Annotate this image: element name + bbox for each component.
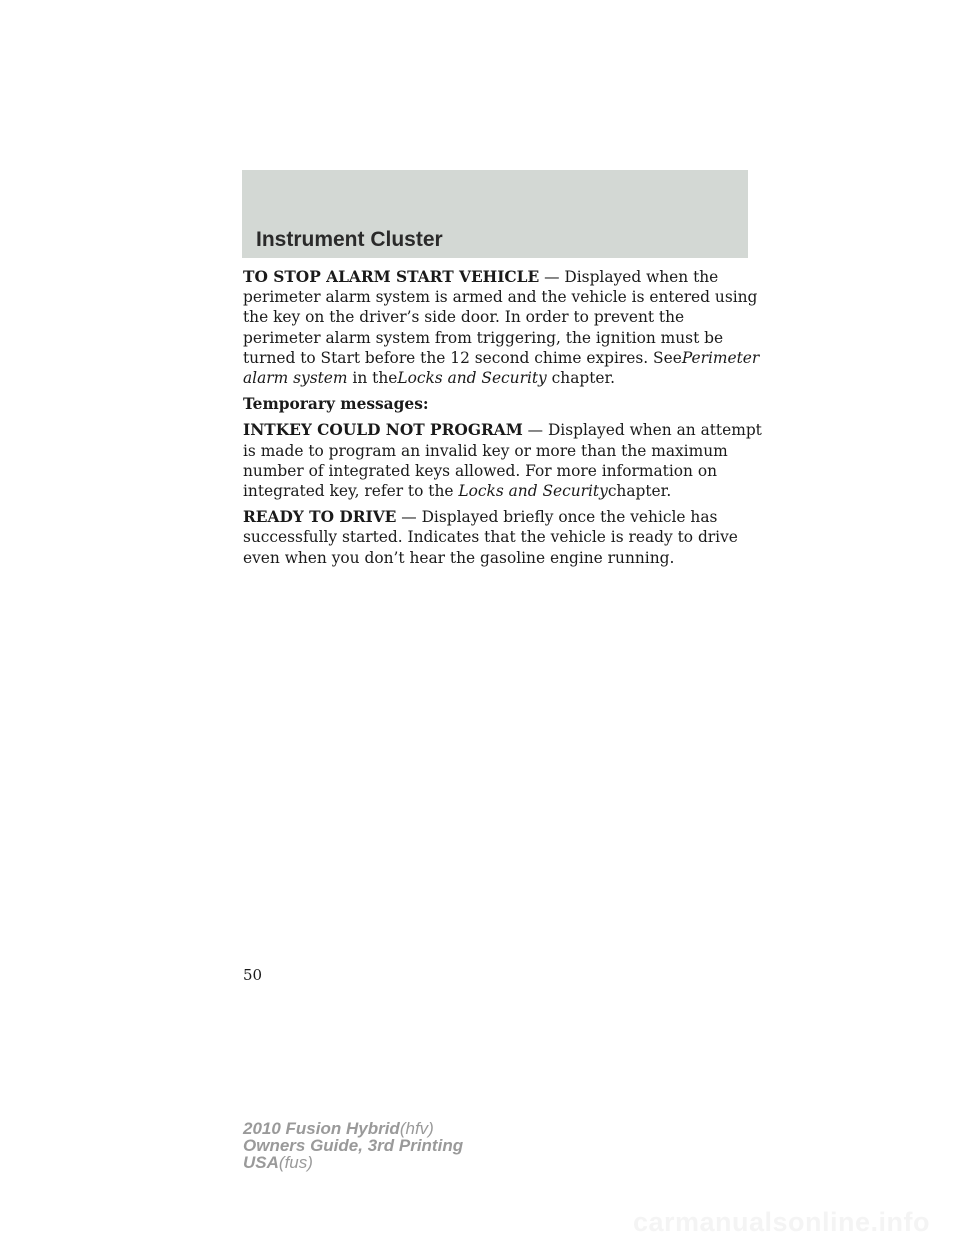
stop-alarm-term: TO STOP ALARM START VEHICLE xyxy=(243,268,540,286)
intkey-text-2: chapter. xyxy=(607,482,672,501)
footer-model-code: (hfv) xyxy=(399,1119,434,1138)
ready-to-drive-paragraph xyxy=(243,507,763,568)
intkey-term: INTKEY COULD NOT PROGRAM xyxy=(243,421,523,440)
stop-alarm-text-1: — Displayed when the perimeter alarm system is armed and the vehicle is entered using the key on the driver’s side door. In order to prevent the perimeter alarm system from triggering, the ignition must be turned to Start before the 12 second chime expires. See xyxy=(243,268,758,367)
ready-to-drive-text: — Displayed briefly once the vehicle has successfully started. Indicates that the vehicle is ready to drive even when you don’t hear the gasoline engine running. xyxy=(243,508,738,567)
section-header-band xyxy=(242,170,748,258)
temporary-messages-heading xyxy=(243,394,763,414)
section-title: Instrument Cluster xyxy=(256,228,443,251)
page-number: 50 xyxy=(243,966,263,984)
footer-model: 2010 Fusion Hybrid xyxy=(243,1119,400,1138)
stop-alarm-text-3: chapter. xyxy=(551,369,616,388)
document-footer xyxy=(243,1120,463,1171)
ready-to-drive-term: READY TO DRIVE xyxy=(243,508,397,527)
intkey-text-1: — Displayed when an attempt is made to program an invalid key or more than the maximum number of integrated keys allowed. For more information on integrated key, refer to the xyxy=(243,421,762,501)
intkey-paragraph xyxy=(243,420,763,501)
stop-alarm-paragraph xyxy=(243,267,763,388)
page-content xyxy=(243,267,763,574)
locks-security-reference: Locks and Security xyxy=(397,369,547,388)
footer-line-1 xyxy=(243,1120,463,1137)
stop-alarm-text-2: in the xyxy=(352,369,398,388)
perimeter-alarm-reference: Perimeter alarm system xyxy=(243,348,760,388)
footer-region-code: (fus) xyxy=(278,1153,313,1172)
footer-line-2: Owners Guide, 3rd Printing xyxy=(243,1136,464,1155)
footer-line-3 xyxy=(243,1154,463,1171)
intkey-locks-security-reference: Locks and Security xyxy=(458,482,608,501)
site-watermark: carmanualsonline.info xyxy=(632,1207,930,1237)
temporary-messages-label: Temporary messages: xyxy=(243,395,429,414)
footer-region: USA xyxy=(243,1153,279,1172)
